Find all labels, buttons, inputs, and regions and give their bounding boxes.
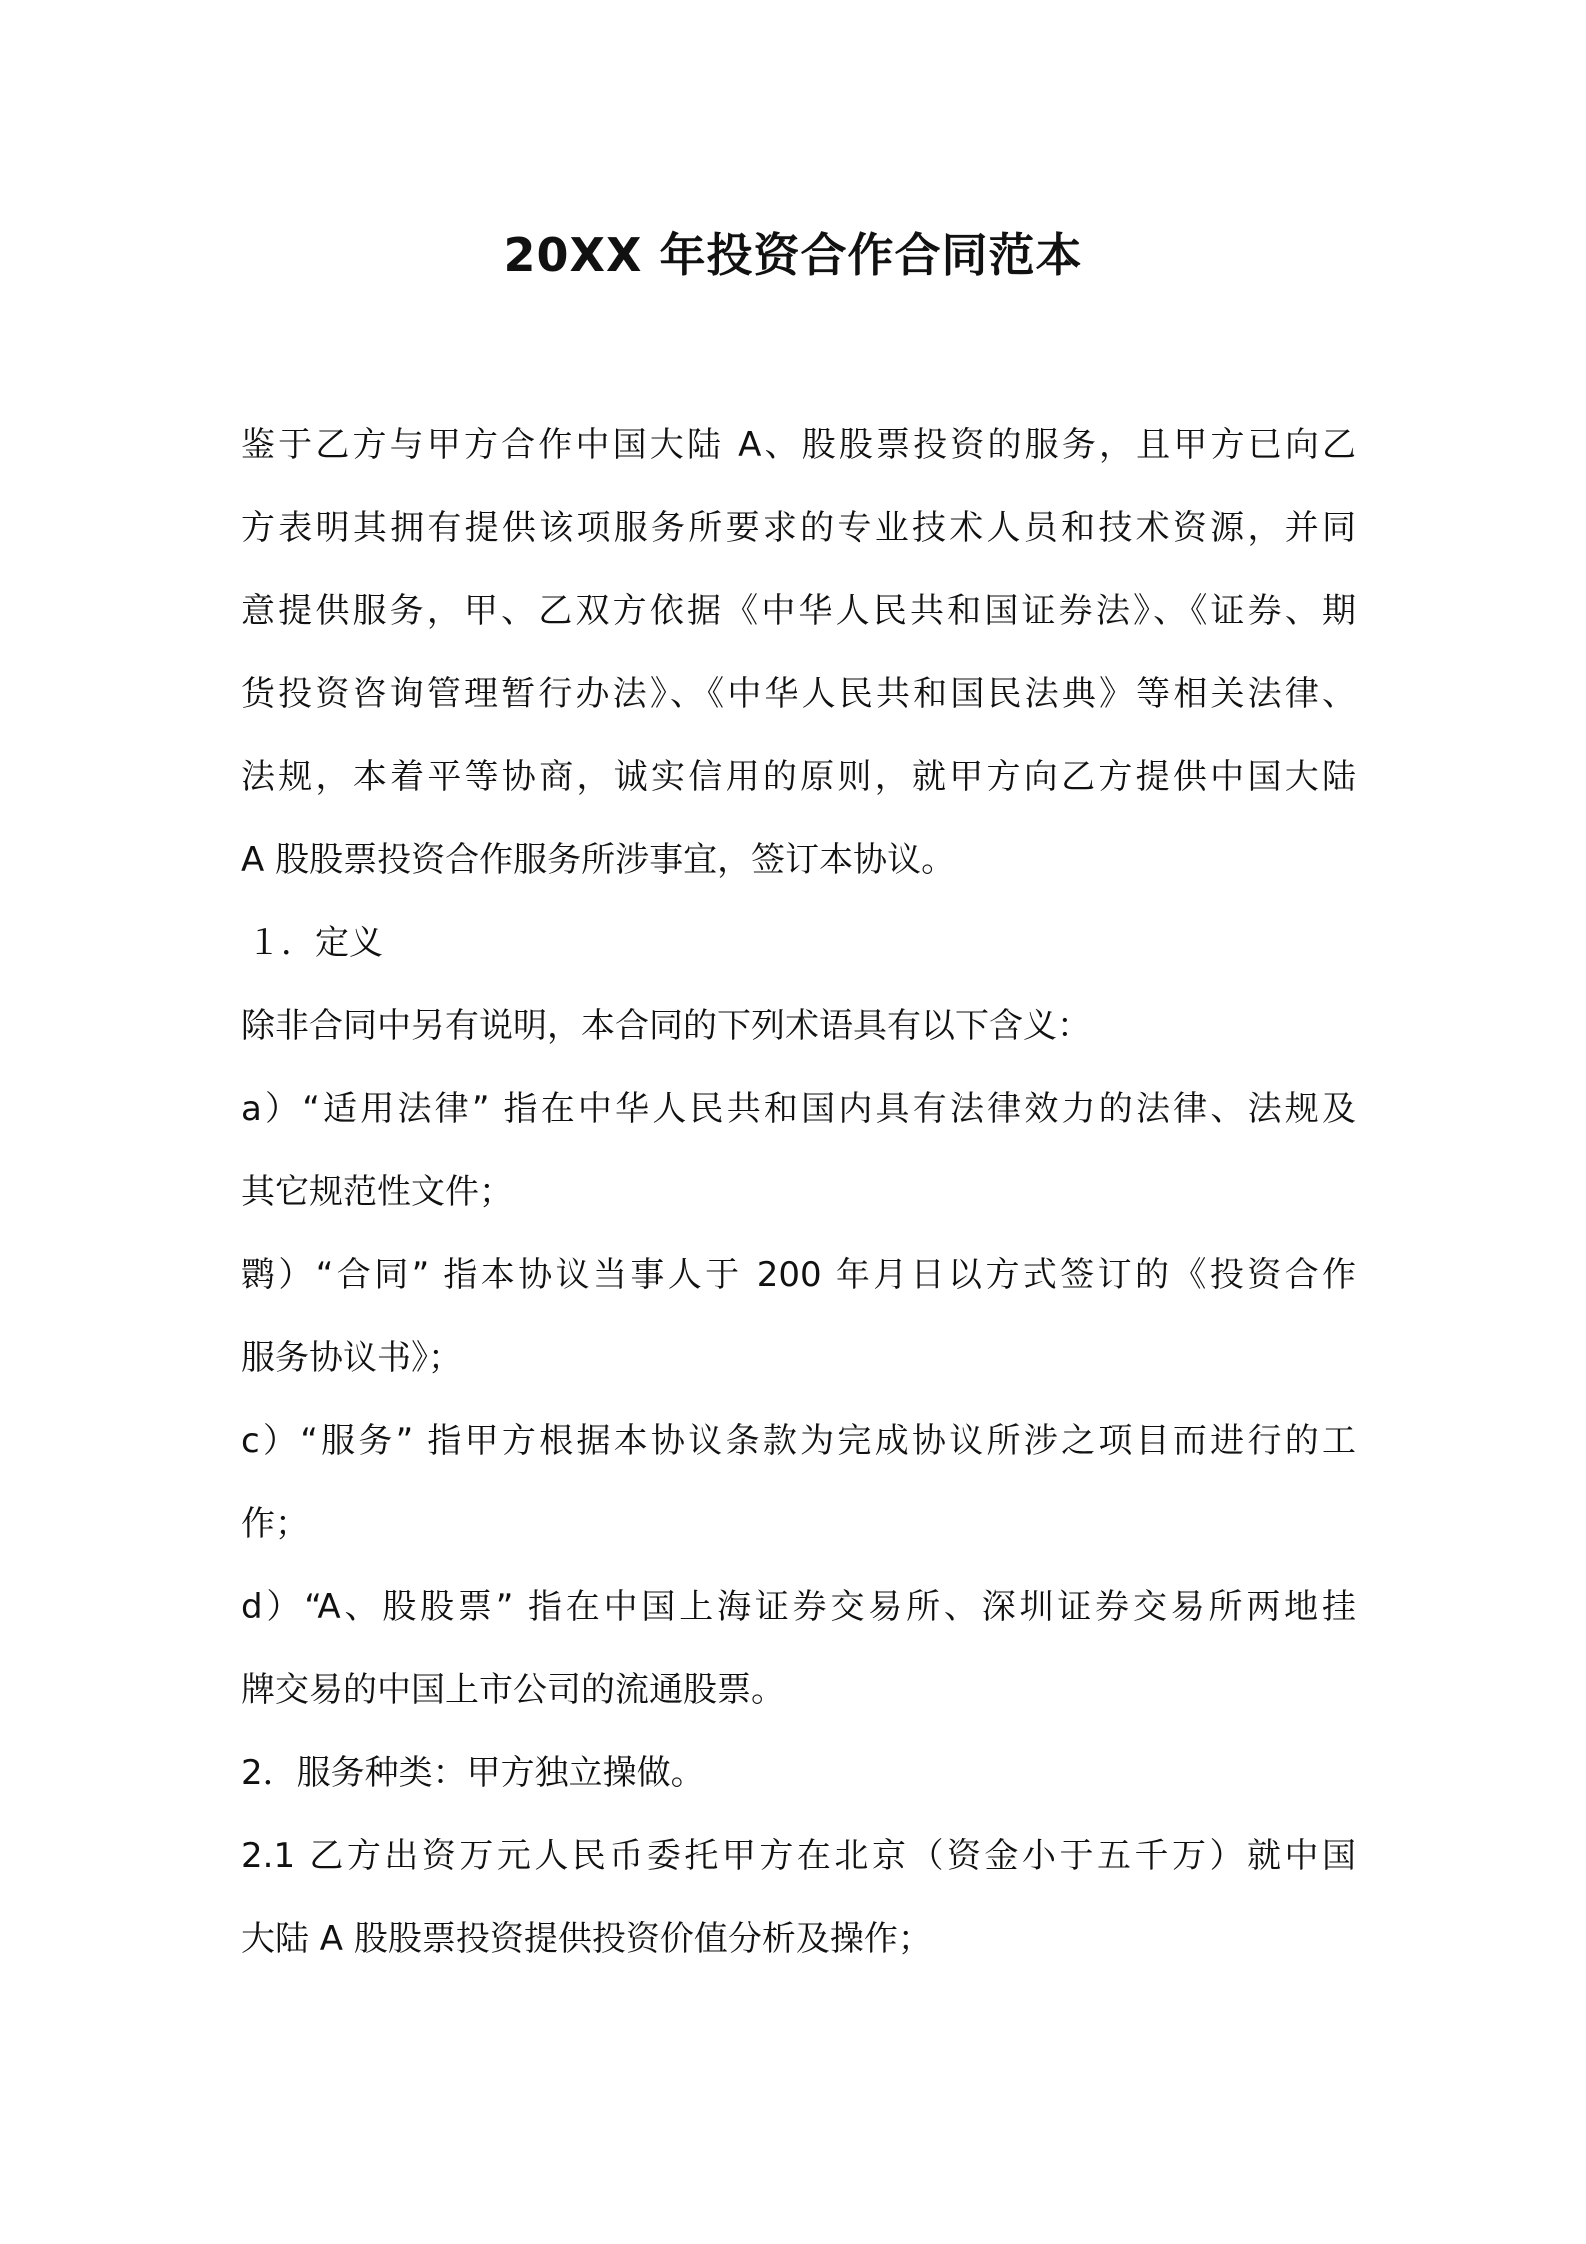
definition-d-line-2: 牌交易的中国上市公司的流通股票。 [241,1670,785,1710]
definitions-intro: 除非合同中另有说明，本合同的下列术语具有以下含义： [241,1006,1091,1046]
section-2-heading: 2．服务种类：甲方独立操做。 [241,1753,705,1793]
definition-b-line-2: 服务协议书》； [241,1338,462,1378]
definition-a-line-1: a）“适用法律” 指在中华人民共和国内具有法律效力的法律、法规及 [241,1089,1356,1129]
definition-a-line-2: 其它规范性文件； [241,1172,513,1212]
clause-2-1-line-2: 大陆 A 股股票投资提供投资价值分析及操作； [241,1919,932,1959]
definition-b-line-1: 鹮）“合同” 指本协议当事人于 200 年月日以方式签订的《投资合作 [241,1255,1356,1295]
definition-c-line-1: c）“服务” 指甲方根据本协议条款为完成协议所涉之项目而进行的工 [241,1421,1356,1461]
preamble-line-4: 货投资咨询管理暂行办法》、《中华人民共和国民法典》等相关法律、 [241,674,1356,714]
section-1-heading: １．定义 [247,923,383,963]
definition-d-line-1: d）“A、股股票” 指在中国上海证券交易所、深圳证券交易所两地挂 [241,1587,1356,1627]
preamble-line-1: 鉴于乙方与甲方合作中国大陆 A、股股票投资的服务，且甲方已向乙 [241,425,1356,465]
preamble-line-3: 意提供服务，甲、乙双方依据《中华人民共和国证券法》、《证券、期 [241,591,1356,631]
preamble-line-5: 法规，本着平等协商，诚实信用的原则，就甲方向乙方提供中国大陆 [241,757,1356,797]
preamble-line-2: 方表明其拥有提供该项服务所要求的专业技术人员和技术资源，并同 [241,508,1356,548]
document-title: 20XX 年投资合作合同范本 [503,228,1083,282]
preamble-line-6: A 股股票投资合作服务所涉事宜，签订本协议。 [241,840,956,880]
clause-2-1-line-1: 2.1 乙方出资万元人民币委托甲方在北京（资金小于五千万）就中国 [241,1836,1356,1876]
definition-c-line-2: 作； [241,1504,309,1544]
document-body [241,404,1356,1981]
